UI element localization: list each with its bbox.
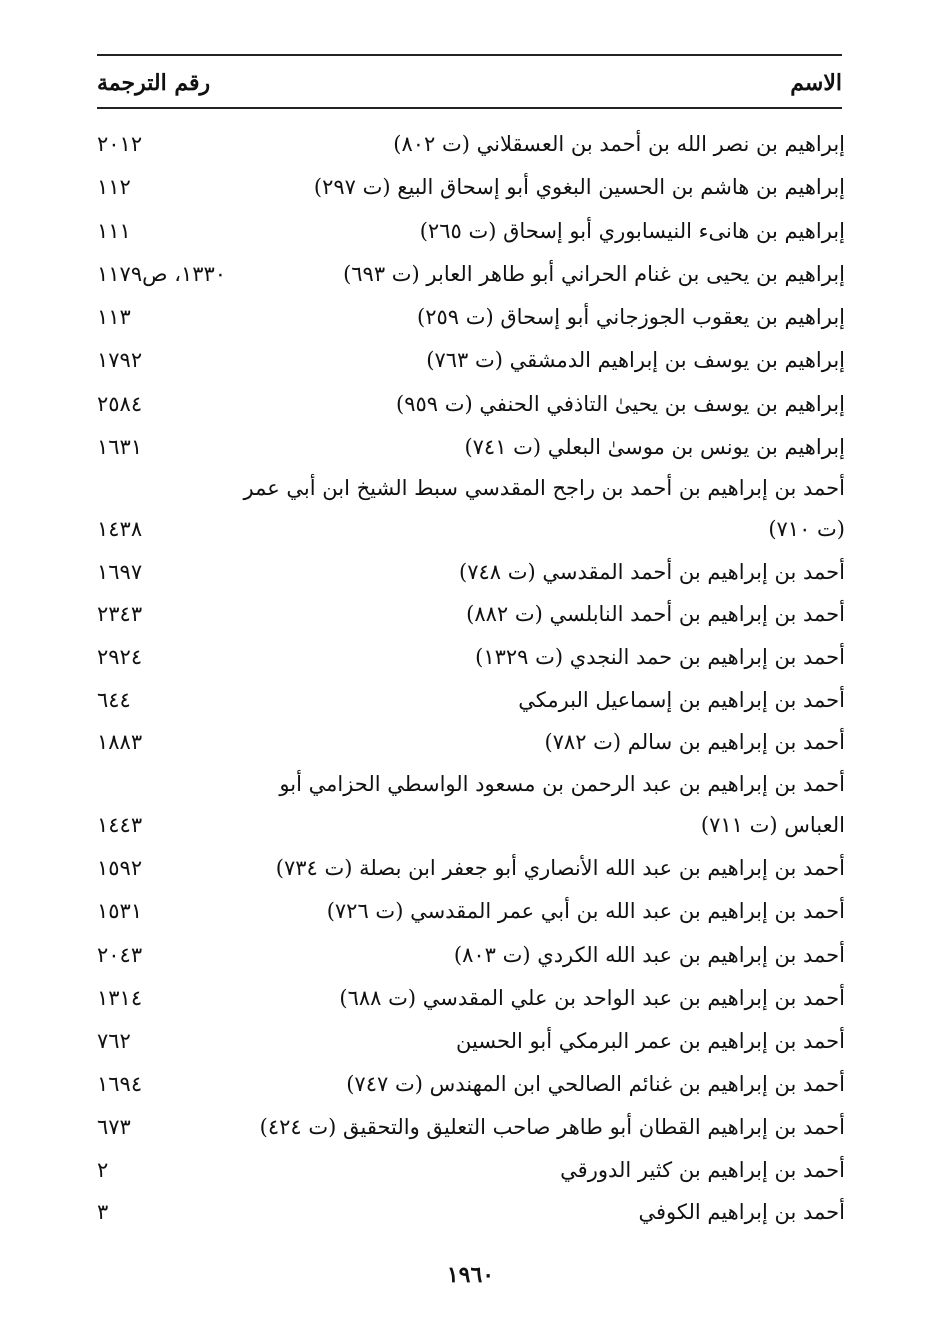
entry-name: أحمد بن إبراهيم بن كثير الدورقي: [560, 1158, 845, 1182]
entry-number: ٦٤٤: [97, 688, 131, 712]
entry-number: ١٦٣١: [97, 435, 143, 459]
entry-name: إبراهيم بن يحيى بن غنام الحراني أبو طاهر العابر (ت ٦٩٣): [343, 262, 845, 286]
entry-number: ٢٠٤٣: [97, 943, 143, 967]
column-header-number: رقم الترجمة: [97, 70, 211, 96]
entry-name: أحمد بن إبراهيم بن غنائم الصالحي ابن المهندس (ت ٧٤٧): [346, 1072, 845, 1096]
entry-name: أحمد بن إبراهيم بن عمر البرمكي أبو الحسين: [456, 1029, 845, 1053]
entry-number: ١٧٩٢: [97, 348, 143, 372]
entry-name: أحمد بن إبراهيم بن أحمد المقدسي (ت ٧٤٨): [459, 560, 845, 584]
entry-number: ٧٦٢: [97, 1029, 131, 1053]
entry-name: أحمد بن إبراهيم بن سالم (ت ٧٨٢): [544, 730, 845, 754]
column-header-name: الاسم: [790, 70, 842, 96]
entry-number: ١٥٣١: [97, 899, 143, 923]
entry-number: ١٥٩٢: [97, 856, 143, 880]
entry-name: إبراهيم بن يعقوب الجوزجاني أبو إسحاق (ت ٢٥٩): [417, 305, 845, 329]
entry-number: ١١٢: [97, 175, 131, 199]
entry-number: ٢: [97, 1158, 109, 1182]
entry-number: ٦٧٣: [97, 1115, 131, 1139]
entry-name: إبراهيم بن يوسف بن إبراهيم الدمشقي (ت ٧٦٣): [426, 348, 845, 372]
entry-name: أحمد بن إبراهيم بن أحمد النابلسي (ت ٨٨٢): [466, 602, 845, 626]
entry-number: ٢٩٢٤: [97, 645, 143, 669]
entry-name: إبراهيم بن هاشم بن الحسين البغوي أبو إسحاق البيع (ت ٢٩٧): [313, 175, 845, 199]
entry-name: أحمد بن إبراهيم بن إسماعيل البرمكي: [518, 688, 845, 712]
entry-name: إبراهيم بن يونس بن موسىٰ البعلي (ت ٧٤١): [464, 435, 845, 459]
top-rule: [97, 54, 842, 56]
entry-number: ٢٠١٢: [97, 132, 143, 156]
entry-number: ٢٥٨٤: [97, 392, 143, 416]
entry-number: ١٣١٤: [97, 986, 143, 1010]
entry-name: إبراهيم بن هانىء النيسابوري أبو إسحاق (ت ٢٦٥): [419, 219, 845, 243]
entry-number: ١٤٣٨: [97, 517, 143, 541]
entry-name: أحمد بن إبراهيم بن عبد الله الكردي (ت ٨٠٣): [453, 943, 845, 967]
entry-number: ١٨٨٣: [97, 730, 143, 754]
entry-number: ١٦٩٧: [97, 560, 143, 584]
entry-number: ١١٣: [97, 305, 131, 329]
entry-name: أحمد بن إبراهيم بن عبد الله الأنصاري أبو جعفر ابن بصلة (ت ٧٣٤): [275, 856, 845, 880]
entry-name: أحمد بن إبراهيم بن عبد الواحد بن علي المقدسي (ت ٦٨٨): [339, 986, 845, 1010]
page-number: ١٩٦٠: [446, 1262, 495, 1288]
table-header: [97, 66, 842, 102]
entry-name: أحمد بن إبراهيم الكوفي: [638, 1200, 845, 1224]
entry-number: ١٦٩٤: [97, 1072, 143, 1096]
entry-name: أحمد بن إبراهيم بن أحمد بن راجح المقدسي سبط الشيخ ابن أبي عمر (ت ٧١٠): [243, 476, 845, 541]
entry-number: ١٣٣٠، ص١١٧٩: [97, 262, 227, 286]
entry-name: أحمد بن إبراهيم القطان أبو طاهر صاحب التعليق والتحقيق (ت ٤٢٤): [259, 1115, 845, 1139]
entry-number: ١١١: [97, 219, 131, 243]
entry-name: أحمد بن إبراهيم بن عبد الله بن أبي عمر المقدسي (ت ٧٢٦): [326, 899, 845, 923]
entry-number: ٣: [97, 1200, 109, 1224]
entry-name: إبراهيم بن نصر الله بن أحمد بن العسقلاني (ت ٨٠٢): [393, 132, 845, 156]
entry-name: أحمد بن إبراهيم بن حمد النجدي (ت ١٣٢٩): [475, 645, 845, 669]
entry-name: أحمد بن إبراهيم بن عبد الرحمن بن مسعود الواسطي الحزامي أبو العباس (ت ٧١١): [279, 772, 845, 837]
entry-number: ٢٣٤٣: [97, 602, 143, 626]
entry-number: ١٤٤٣: [97, 813, 143, 837]
header-rule: [97, 107, 842, 109]
entry-name: إبراهيم بن يوسف بن يحيىٰ التاذفي الحنفي (ت ٩٥٩): [396, 392, 845, 416]
